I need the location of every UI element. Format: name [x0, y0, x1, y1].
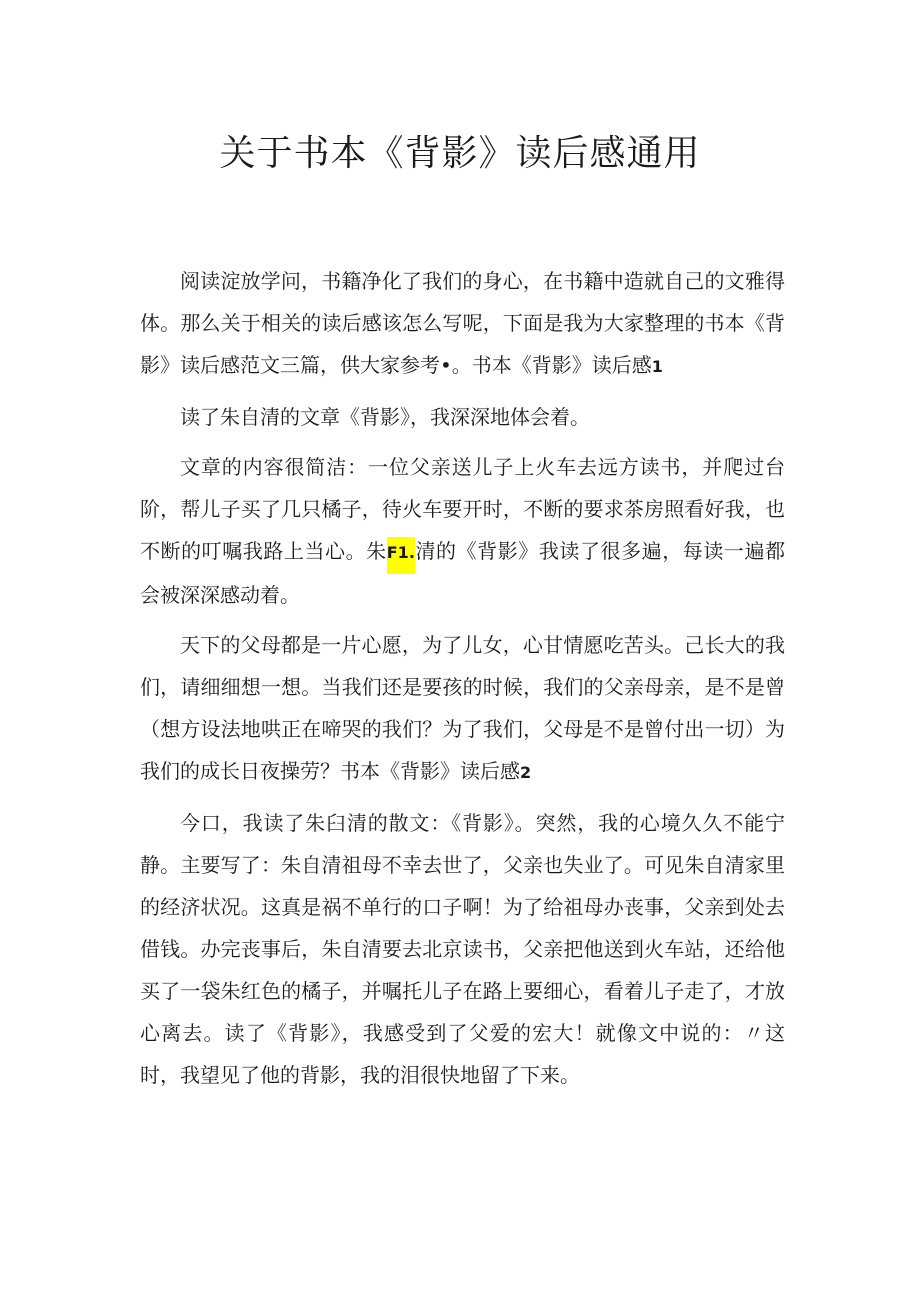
paragraph-text: 读了朱自清的文章《背影》，我深深地体会着。: [180, 405, 590, 429]
paragraph-parents: [140, 624, 785, 794]
highlighted-mark: F1.: [387, 537, 415, 574]
paragraph-content: [140, 446, 785, 616]
page-title: 关于书本《背影》读后感通用: [219, 133, 701, 174]
paragraph-today: [140, 802, 785, 1096]
paragraph-text: 天下的父母都是一片心愿，为了儿女，心甘情愿吃苦头。己长大的我们，请细细想一想。当我们还是要孩的时候，我们的父亲母亲，是不是曾（想方设法地哄正在啼哭的我们？为了我们，父母是不是曾付出一切）为我们的成长日夜操劳？书本《背影》读后感: [140, 633, 785, 783]
section-number: 2: [520, 763, 532, 782]
paragraph-text: 今口，我读了朱臼清的散文：《背影》。突然，我的心境久久不能宁静。主要写了：朱自清祖母不幸去世了，父亲也失业了。可见朱自清家里的经济状况。这真是祸不单行的口子啊！为了给祖母办丧事，父亲到处去借钱。办完丧事后，朱自清要去北京读书，父亲把他送到火车站，还给他买了一袋朱红色的橘子，并嘱托儿子在路上要细心，看着儿子走了，才放心离去。读了《背影》，我感受到了父爱的宏大！就像文中说的：〃这时，我望见了他的背影，我的泪很快地留了下来。: [140, 811, 785, 1087]
article-body: [140, 260, 785, 1104]
paragraph-text: 清的《背影》我读了很多遍，每读一遍都会被深深感动着。: [140, 539, 786, 607]
section-number: 1: [651, 357, 663, 376]
paragraph-reading: [140, 396, 785, 438]
paragraph-intro: [140, 260, 785, 388]
paragraph-text: 文章的内容很简洁：一位父亲送儿子上火车去远方读书，并爬过台阶，帮儿子买了几只橘子，待火车要开时，不断的要求茶房照看好我，也不断的叮嘱我路上当心。朱: [140, 455, 785, 563]
paragraph-text: 阅读淀放学问，书籍净化了我们的身心，在书籍中造就自己的文雅得体。那么关于相关的读后感该怎么写呢，下面是我为大家整理的书本《背影》读后感范文三篇，供大家参考•。书本《背影》读后感: [140, 269, 785, 377]
